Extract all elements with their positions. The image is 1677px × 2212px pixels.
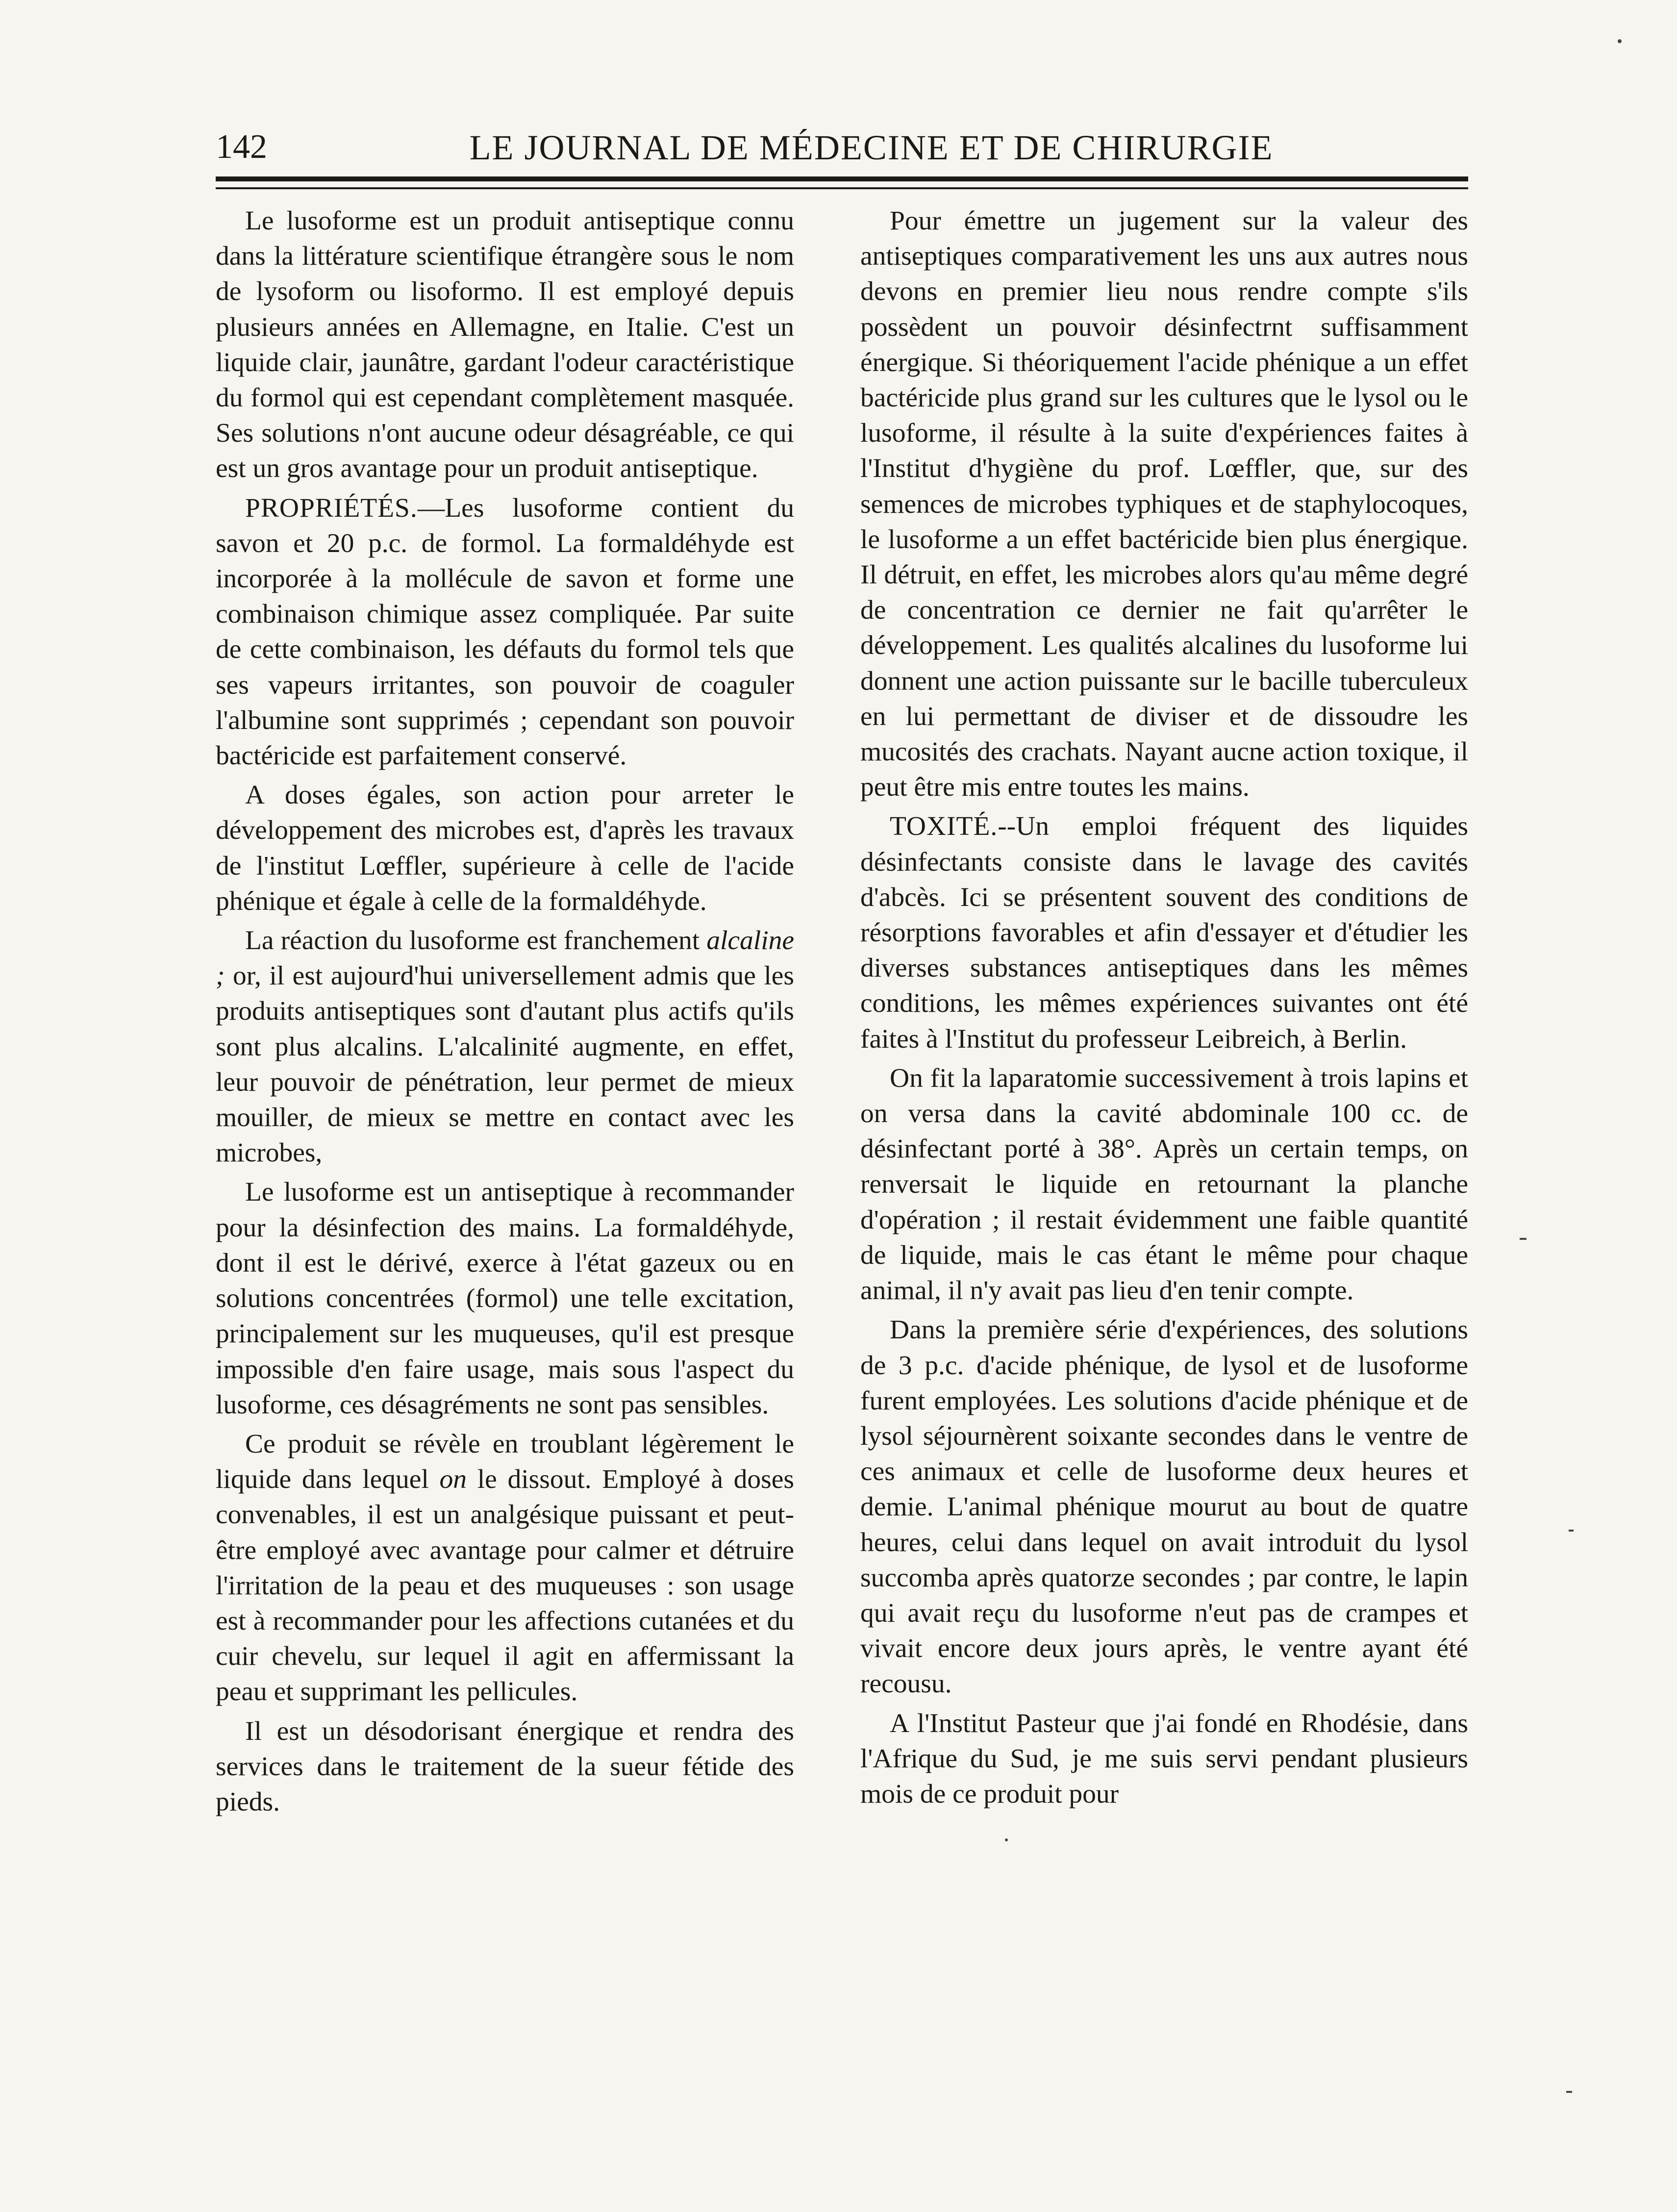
journal-title: LE JOURNAL DE MÉDECINE ET DE CHIRURGIE (469, 128, 1274, 167)
paragraph: Le lusoforme est un antiseptique à recommander pour la désinfection des mains. La formaldéhyde, dont il est le dérivé, exerce à l'état gazeux ou en solutions concentrées (formol) une telle excitation, principalement sur les muqueuses, qu'il est presque impossible d'en faire usage, mais sous l'aspect du lusoforme, ces désagréments ne sont pas sensibles. (216, 1177, 794, 1420)
page-header (216, 113, 1468, 181)
print-speck (1569, 1530, 1574, 1532)
right-column (860, 203, 1468, 1812)
paragraph: Pour émettre un jugement sur la valeur des antiseptiques comparativement les uns aux autres nous devons en premier lieu nous rendre compte s'ils possèdent un pouvoir désinfectrnt suffisamment énergique. Si théoriquement l'acide phénique a un effet bactéricide plus grand sur les cultures que le lysol ou le lusoforme, il résulte à la suite d'expériences faites à l'Institut d'hygiène du prof. Lœffler, que, sur des semences de microbes typhiques et de staphylocoques, le lusoforme a un effet bactéricide bien plus énergique. Il détruit, en effet, les microbes alors qu'au même degré de concentration ce dernier ne fait qu'arrêter le développement. Les qualités alcalines du lusoforme lui donnent une action puissante sur le bacille tuberculeux en lui permettant de diviser et de dissoudre les mucosités des crachats. Nayant aucne action toxique, il peut être mis entre toutes les mains. (860, 206, 1468, 803)
paragraph: Le lusoforme est un produit antiseptique connu dans la littérature scientifique étrangère sous le nom de lysoform ou lisoformo. Il est employé depuis plusieurs années en Allemagne, en Italie. C'est un liquide clair, jaunâtre, gardant l'odeur caractéristique du formol qui est cependant complètement masquée. Ses solutions n'ont aucune odeur désagréable, ce qui est un gros avantage pour un produit antiseptique. (216, 206, 794, 484)
paragraph (216, 923, 794, 1171)
paragraph-text: Ce produit se révèle en troublant légèrement le liquide dans lequel (216, 1429, 794, 1495)
header-rule-thick (216, 176, 1468, 181)
paragraph: A doses égales, son action pour arreter le développement des microbes est, d'après les travaux de l'institut Lœffler, supérieure à celle de l'acide phénique et égale à celle de la formaldéhyde. (216, 780, 794, 916)
paragraph: A l'Institut Pasteur que j'ai fondé en Rhodésie, dans l'Afrique du Sud, je me suis servi pendant plusieurs mois de ce produit pour (860, 1708, 1468, 1809)
print-speck (1520, 1238, 1527, 1240)
print-speck (1005, 1838, 1008, 1841)
paragraph-text: La réaction du lusoforme est franchement (245, 926, 707, 956)
paragraph (216, 1427, 794, 1710)
italic-text: alcaline ; (216, 926, 794, 991)
paragraph-text: --Un emploi fréquent des liquides désinfectants consiste dans le lavage des cavités d'abcès. Ici se présentent souvent des conditions de résorptions favorables et afin d'essayer et d'étudier les diverses substances antiseptiques dans les mêmes conditions, les mêmes expériences suivantes ont été faites à l'Institut du professeur Leibreich, à Berlin. (860, 811, 1468, 1054)
paragraph: Il est un désodorisant énergique et rendra des services dans le traitement de la sueur fétide des pieds. (216, 1716, 794, 1817)
paragraph (860, 809, 1468, 1056)
paragraph-text: —Les lusoforme contient du savon et 20 p.c. de formol. La formaldéhyde est incorporée à la mollécule de savon et forme une combinaison chimique assez compliquée. Par suite de cette combinaison, les défauts du formol tels que ses vapeurs irritantes, son pouvoir de coaguler l'albumine sont supprimés ; cependant son pouvoir bactéricide est parfaitement conservé. (216, 493, 794, 771)
section-heading: TOXITÉ. (890, 811, 998, 842)
page-number: 142 (216, 128, 267, 166)
italic-text: on (439, 1464, 467, 1495)
paragraph-text: or, il est aujourd'hui universellement admis que les produits antiseptiques sont d'autant plus actifs qu'ils sont plus alcalins. L'alcalinité augmente, en effet, leur pouvoir de pénétration, leur permet de mieux mouiller, de mieux se mettre en contact avec les microbes, (216, 961, 794, 1168)
section-heading: PROPRIÉTÉS. (245, 493, 418, 523)
print-speck (1618, 39, 1622, 43)
print-speck (1566, 2091, 1572, 2093)
paragraph (216, 491, 794, 774)
paragraph-text: le dissout. Employé à doses convenables, il est un analgésique puissant et peut-être employé avec avantage pour calmer et détruire l'irritation de la peau et des muqueuses : son usage est à recommander pour les affections cutanées et du cuir chevelu, sur lequel il agit en affermissant la peau et supprimant les pellicules. (216, 1464, 794, 1707)
left-column (216, 203, 794, 1820)
paragraph: Dans la première série d'expériences, des solutions de 3 p.c. d'acide phénique, de lysol et de lusoforme furent employées. Les solutions d'acide phénique et de lysol séjournèrent soixante secondes dans le ventre de ces animaux et celle de lusoforme deux heures et demie. L'animal phénique mourut au bout de quatre heures, celui dans lequel on avait introduit du lysol succomba après quatorze secondes ; par contre, le lapin qui avait reçu du lusoforme n'eut pas de crampes et vivait encore deux jours après, le ventre ayant été recousu. (860, 1315, 1468, 1699)
header-rule-thin (216, 187, 1468, 189)
paragraph: On fit la laparatomie successivement à trois lapins et on versa dans la cavité abdominale 100 cc. de désinfectant porté à 38°. Après un certain temps, on renversait le liquide en retournant la planche d'opération ; il restait évidemment une faible quantité de liquide, mais le cas étant le même pour chaque animal, il n'y avait pas lieu d'en tenir compte. (860, 1063, 1468, 1306)
